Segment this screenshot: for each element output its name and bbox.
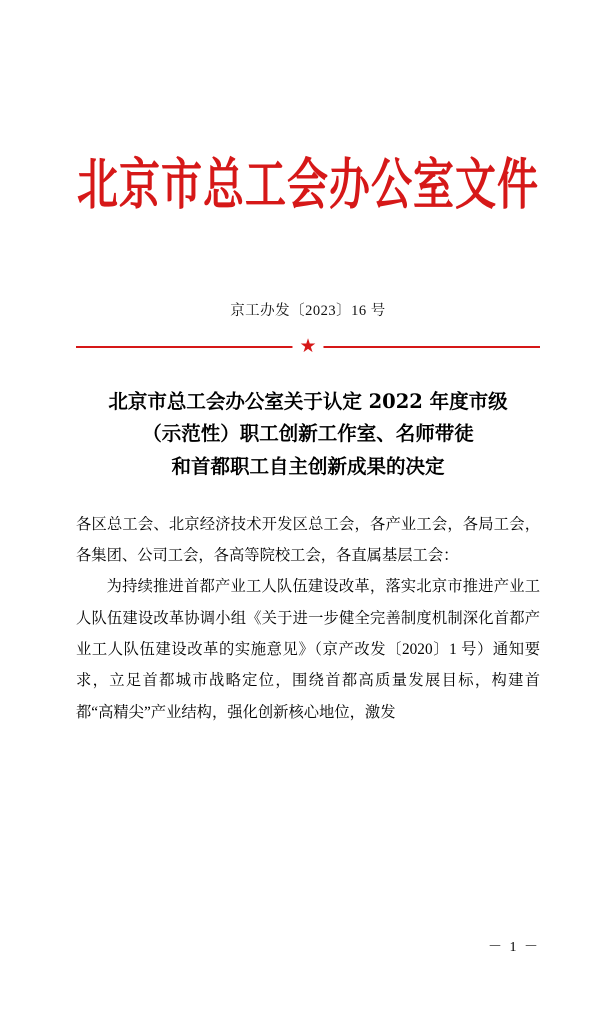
main-title-line-1: 北京市总工会办公室关于认定 2022 年度市级	[108, 390, 508, 414]
main-title-line-2: （示范性）职工创新工作室、名师带徒	[142, 422, 474, 446]
main-title-line-3: 和首都职工自主创新成果的决定	[171, 454, 445, 478]
document-main-title	[76, 386, 540, 483]
document-page	[0, 152, 616, 1012]
page-number: － 1 －	[488, 940, 540, 955]
red-star-icon: ★	[292, 337, 323, 356]
document-number: 京工办发〔2023〕16 号	[230, 303, 386, 320]
body-paragraph-1: 各区总工会、北京经济技术开发区总工会，各产业工会，各局工会，各集团、公司工会，各高等院校工会，各直属基层工会：	[76, 515, 540, 565]
body-paragraph-2: 为持续推进首都产业工人队伍建设改革，落实北京市推进产业工人队伍建设改革协调小组《关于进一步健全完善制度机制深化首都产业工人队伍建设改革的实施意见》（京产改发〔2020〕1 号）通知要求，立足首都城市战略定位，围绕首都高质量发展目标，构建首都“高精尖”产业结构，强化创新核心地位，激发	[76, 578, 540, 721]
document-header-title: 北京市总工会办公室文件	[77, 152, 539, 217]
document-body	[76, 509, 540, 728]
red-divider	[76, 338, 540, 356]
